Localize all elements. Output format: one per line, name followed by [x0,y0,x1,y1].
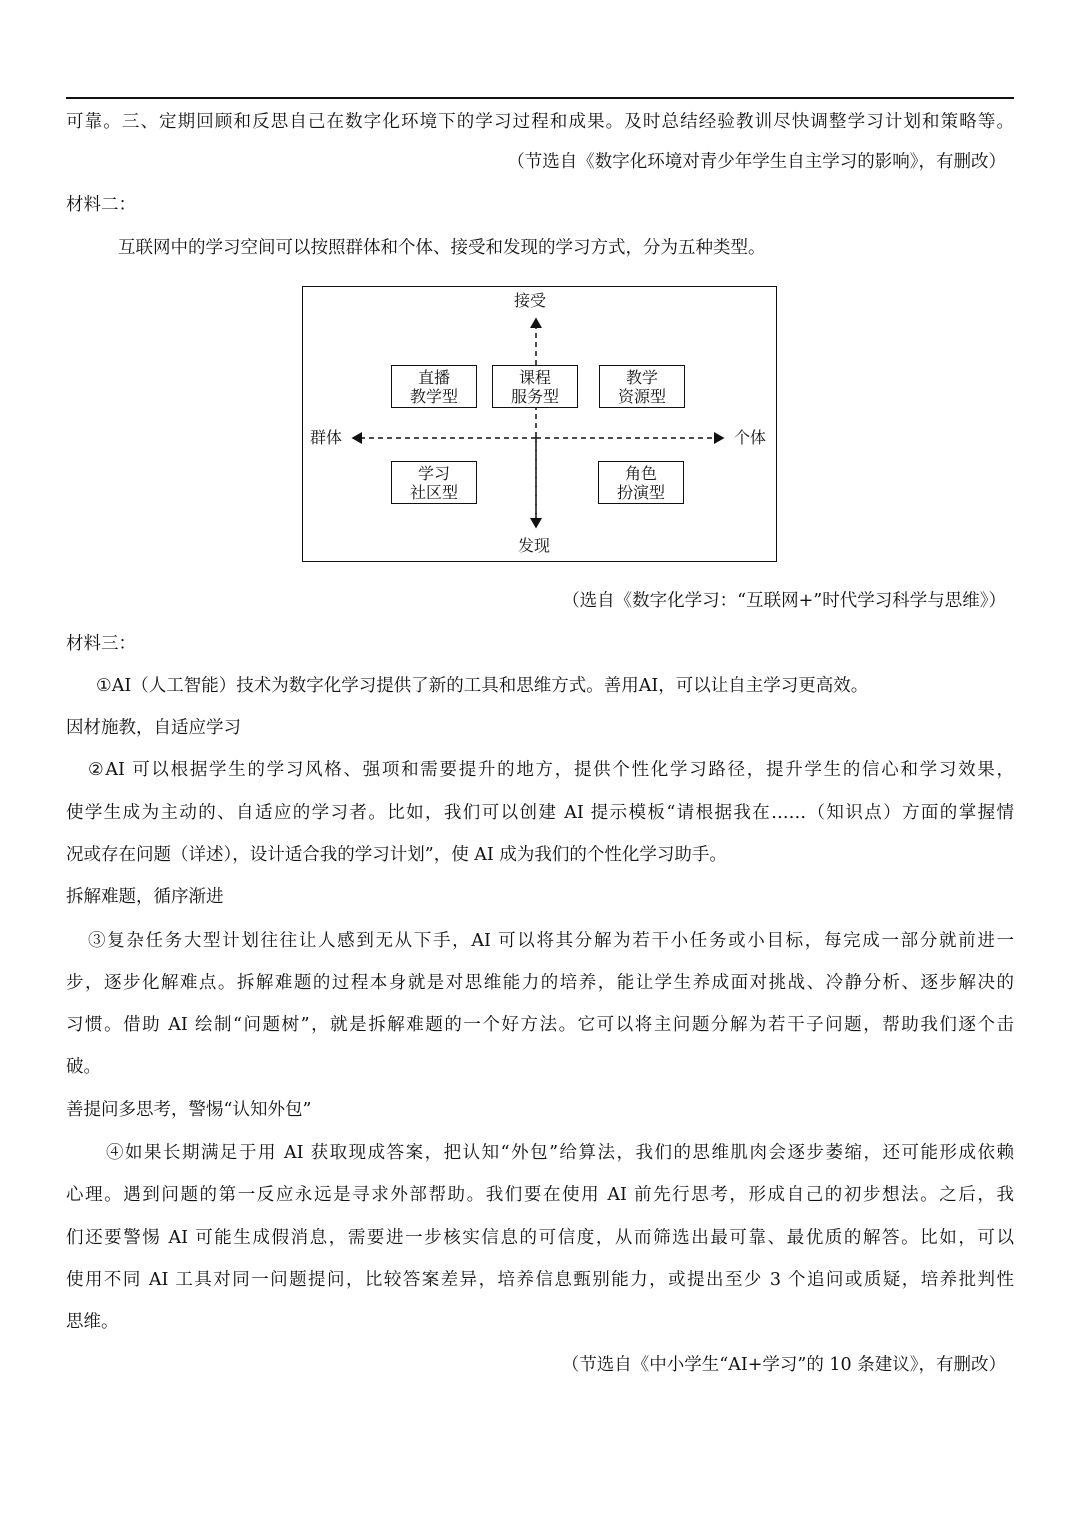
box-line: 资源型 [617,387,666,406]
axis-label-left: 群体 [310,428,343,447]
paragraph-3-line: ③复杂任务大型计划往往让人感到无从下手，AI 可以将其分解为若干小任务或小目标，每完成一部分就前进一 [88,931,1014,951]
type-box-learning-community [391,461,477,504]
paragraph-4-line: ④如果长期满足于用 AI 获取现成答案，把认知“外包”给算法，我们的思维肌肉会逐步萎缩，还可能形成依赖 [106,1143,1014,1163]
box-line: 直播 [417,368,450,387]
axis-label-bottom: 发现 [518,536,551,555]
material2-intro: 互联网中的学习空间可以按照群体和个体、接受和发现的学习方式，分为五种类型。 [118,238,766,258]
box-line: 教学 [625,368,658,387]
axis-label-top: 接受 [514,291,547,310]
paragraph-4-line: 们还要警惕 AI 可能生成假消息，需要进一步核实信息的可信度，从而筛选出最可靠、最优质的解答。比如，可以 [66,1228,1014,1248]
box-line: 教学型 [409,387,458,406]
material2-heading: 材料二： [66,195,136,215]
top-rule [66,97,1014,99]
material3-paragraph-1: ①AI（人工智能）技术为数字化学习提供了新的工具和思维方式。善用AI，可以让自主学习更高效。 [96,676,869,696]
paragraph-4-line: 心理。遇到问题的第一反应永远是寻求外部帮助。我们要在使用 AI 前先行思考，形成自己的初步想法。之后，我 [66,1185,1014,1205]
learning-space-diagram [302,286,777,562]
paragraph-2-line: ②AI 可以根据学生的学习风格、强项和需要提升的地方，提供个性化学习路径，提升学生的信心和学习效果， [88,760,1014,780]
subheading-adaptive: 因材施教，自适应学习 [66,718,241,738]
material3-heading: 材料三： [66,634,136,654]
paragraph-3-line: 破。 [66,1057,101,1077]
axis-label-right: 个体 [734,428,767,447]
material2-source: （选自《数字化学习：“互联网+”时代学习科学与思维》） [562,591,1006,611]
material1-tail-line: 可靠。三、定期回顾和反思自己在数字化环境下的学习过程和成果。及时总结经验教训尽快调整学习计划和策略等。 [66,112,1014,132]
material3-source: （节选自《中小学生“AI+学习”的 10 条建议》，有删改） [561,1355,1006,1375]
subheading-break-down: 拆解难题，循序渐进 [66,887,224,907]
type-box-live-teaching [391,365,477,408]
paragraph-2-line: 使学生成为主动的、自适应的学习者。比如，我们可以创建 AI 提示模板“请根据我在……（知识点）方面的掌握情 [66,803,1014,823]
paragraph-2-line: 况或存在问题（详述），设计适合我的学习计划”，使 AI 成为我们的个性化学习助手。 [66,845,727,865]
box-line: 角色 [624,464,657,483]
paragraph-3-line: 步，逐步化解难点。拆解难题的过程本身就是对思维能力的培养，能让学生养成面对挑战、冷静分析、逐步解决的 [66,973,1014,993]
box-line: 服务型 [510,387,559,406]
box-line: 课程 [518,368,551,387]
box-line: 扮演型 [616,483,665,502]
paragraph-4-line: 使用不同 AI 工具对同一问题提问，比较答案差异，培养信息甄别能力，或提出至少 3 个追问或质疑，培养批判性 [66,1270,1014,1290]
paragraph-3-line: 习惯。借助 AI 绘制“问题树”，就是拆解难题的一个好方法。它可以将主问题分解为若干子问题，帮助我们逐个击 [66,1015,1014,1035]
type-box-teaching-resource [599,365,685,408]
type-box-role-play [598,461,684,504]
axes [303,287,778,563]
box-line: 社区型 [409,483,458,502]
paragraph-4-line: 思维。 [66,1312,119,1332]
material1-source: （节选自《数字化环境对青少年学生自主学习的影响》，有删改） [507,152,1006,172]
subheading-think-more: 善提问多思考，警惕“认知外包” [66,1100,312,1120]
type-box-course-service [492,365,578,408]
box-line: 学习 [417,464,450,483]
